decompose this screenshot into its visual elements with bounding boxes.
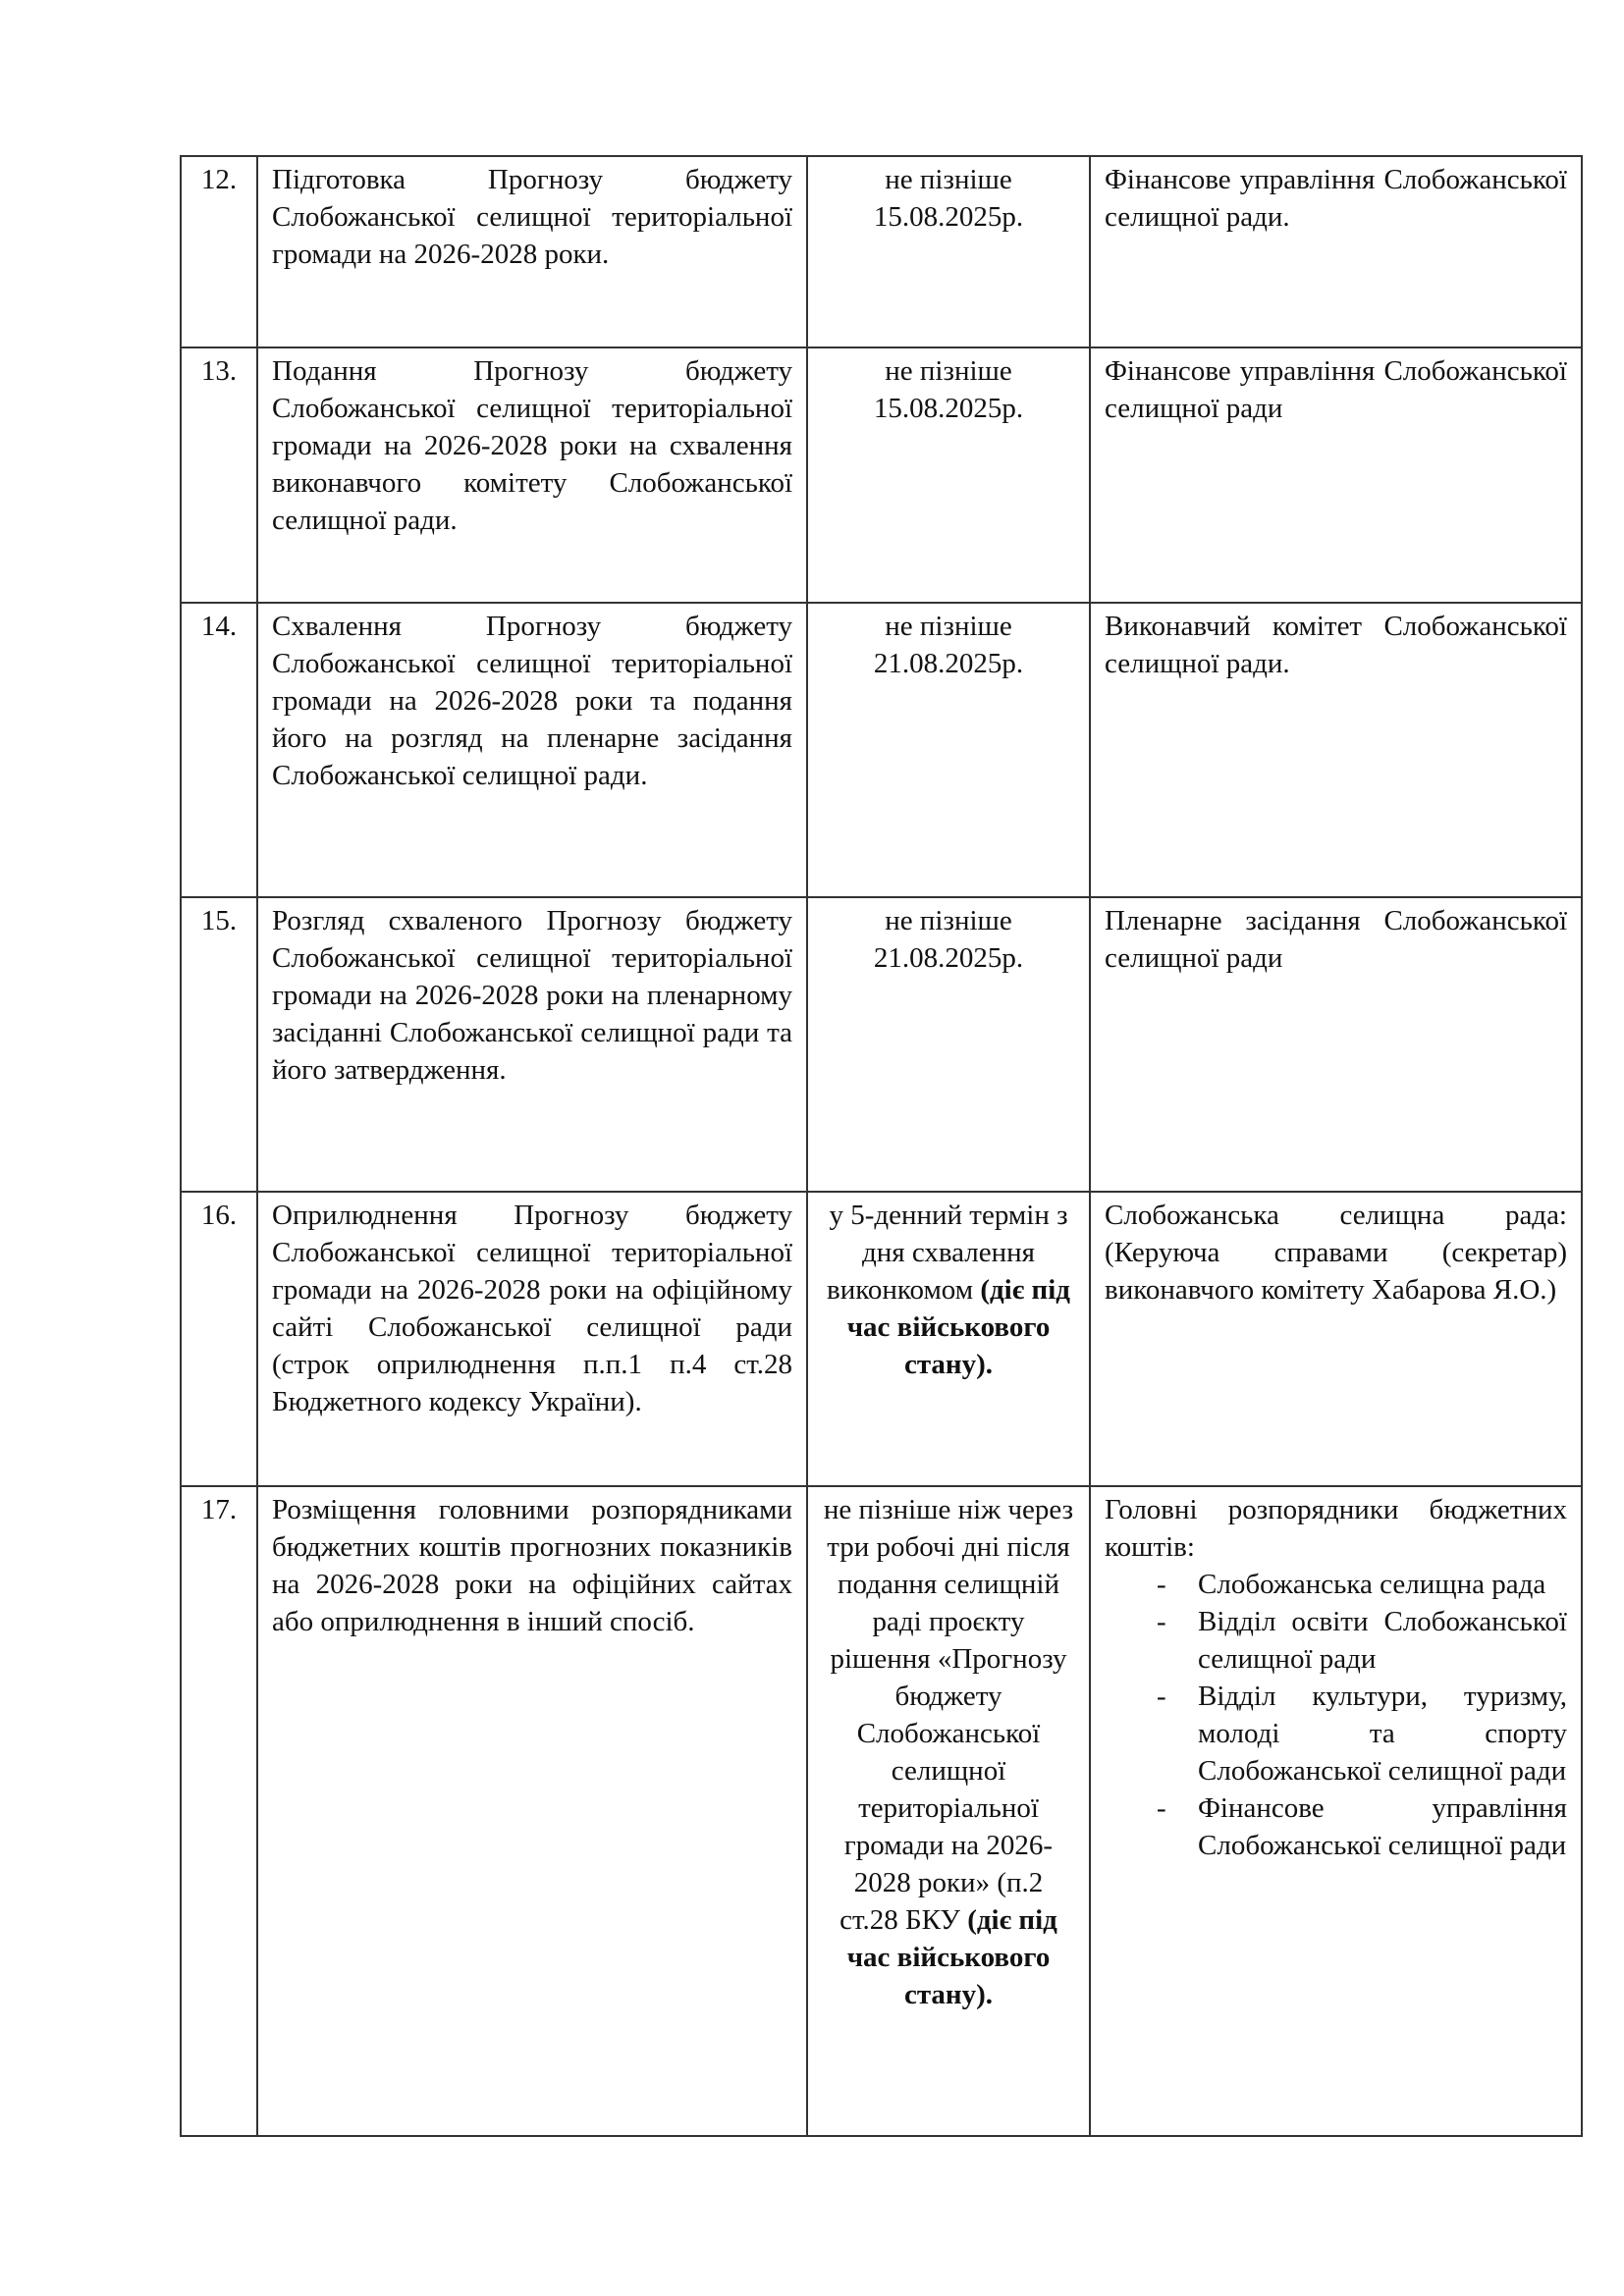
row-number: 14. xyxy=(181,603,257,897)
term-cell xyxy=(807,1486,1090,2136)
table-row xyxy=(181,897,1582,1192)
responsible-cell: Слобожанська селищна рада: (Керуюча справами (секретар) виконавчого комітету Хабарова Я.О.) xyxy=(1090,1192,1582,1486)
term-text: у 5-денний термін з дня схвалення виконкомом xyxy=(827,1200,1068,1306)
list-item xyxy=(1105,1566,1567,1603)
row-number: 12. xyxy=(181,156,257,347)
responsible-cell: Пленарне засідання Слобожанської селищної ради xyxy=(1090,897,1582,1192)
term-text: не пізніше ніж через три робочі дні після подання селищній раді проєкту рішення «Прогнозу бюджету Слобожанської селищної територіальної громади на 2026-2028 роки» (п.2 ст.28 БКУ xyxy=(823,1494,1074,1936)
term-cell: не пізніше 21.08.2025р. xyxy=(807,897,1090,1192)
table-row xyxy=(181,1486,1582,2136)
list-item-text: Відділ культури, туризму, молоді та спорту Слобожанської селищної ради xyxy=(1198,1681,1567,1787)
martial-law-note: (діє під час військового стану). xyxy=(846,1904,1057,2010)
row-number: 17. xyxy=(181,1486,257,2136)
term-cell: не пізніше 15.08.2025р. xyxy=(807,156,1090,347)
responsible-cell: Фінансове управління Слобожанської селищної ради xyxy=(1090,347,1582,603)
task-cell: Розгляд схваленого Прогнозу бюджету Слобожанської селищної територіальної громади на 2026-2028 роки на пленарному засіданні Слобожанської селищної ради та його затвердження. xyxy=(257,897,807,1192)
list-item-text: Відділ освіти Слобожанської селищної ради xyxy=(1198,1606,1567,1675)
task-cell: Оприлюднення Прогнозу бюджету Слобожанської селищної територіальної громади на 2026-2028 роки на офіційному сайті Слобожанської селищної ради (строк оприлюднення п.п.1 п.4 ст.28 Бюджетного кодексу України). xyxy=(257,1192,807,1486)
bullet-dash: - xyxy=(1157,1569,1166,1600)
list-item-text: Слобожанська селищна рада xyxy=(1198,1569,1546,1600)
row-number: 13. xyxy=(181,347,257,603)
task-cell: Розміщення головними розпорядниками бюджетних коштів прогнозних показників на 2026-2028 роки на офіційних сайтах або оприлюднення в інший спосіб. xyxy=(257,1486,807,2136)
responsible-list xyxy=(1105,1566,1567,1864)
row-number: 15. xyxy=(181,897,257,1192)
bullet-dash: - xyxy=(1157,1606,1166,1637)
task-cell: Схвалення Прогнозу бюджету Слобожанської селищної територіальної громади на 2026-2028 роки та подання його на розгляд на пленарне засідання Слобожанської селищної ради. xyxy=(257,603,807,897)
table-row xyxy=(181,347,1582,603)
list-item xyxy=(1105,1678,1567,1789)
plan-table xyxy=(180,155,1583,2137)
responsible-cell: Фінансове управління Слобожанської селищної ради. xyxy=(1090,156,1582,347)
term-cell: не пізніше 21.08.2025р. xyxy=(807,603,1090,897)
list-item xyxy=(1105,1603,1567,1678)
table-row xyxy=(181,603,1582,897)
responsible-cell: Виконавчий комітет Слобожанської селищної ради. xyxy=(1090,603,1582,897)
term-cell xyxy=(807,1192,1090,1486)
table-row xyxy=(181,1192,1582,1486)
responsible-intro: Головні розпорядники бюджетних коштів: xyxy=(1105,1494,1567,1563)
responsible-cell xyxy=(1090,1486,1582,2136)
bullet-dash: - xyxy=(1157,1681,1166,1712)
list-item-text: Фінансове управління Слобожанської селищної ради xyxy=(1198,1792,1567,1861)
term-cell: не пізніше 15.08.2025р. xyxy=(807,347,1090,603)
martial-law-note: (діє під час військового стану). xyxy=(846,1274,1070,1380)
task-cell: Подання Прогнозу бюджету Слобожанської селищної територіальної громади на 2026-2028 роки на схвалення виконавчого комітету Слобожанської селищної ради. xyxy=(257,347,807,603)
table-row xyxy=(181,156,1582,347)
bullet-dash: - xyxy=(1157,1792,1166,1824)
task-cell: Підготовка Прогнозу бюджету Слобожанської селищної територіальної громади на 2026-2028 роки. xyxy=(257,156,807,347)
row-number: 16. xyxy=(181,1192,257,1486)
list-item xyxy=(1105,1789,1567,1864)
